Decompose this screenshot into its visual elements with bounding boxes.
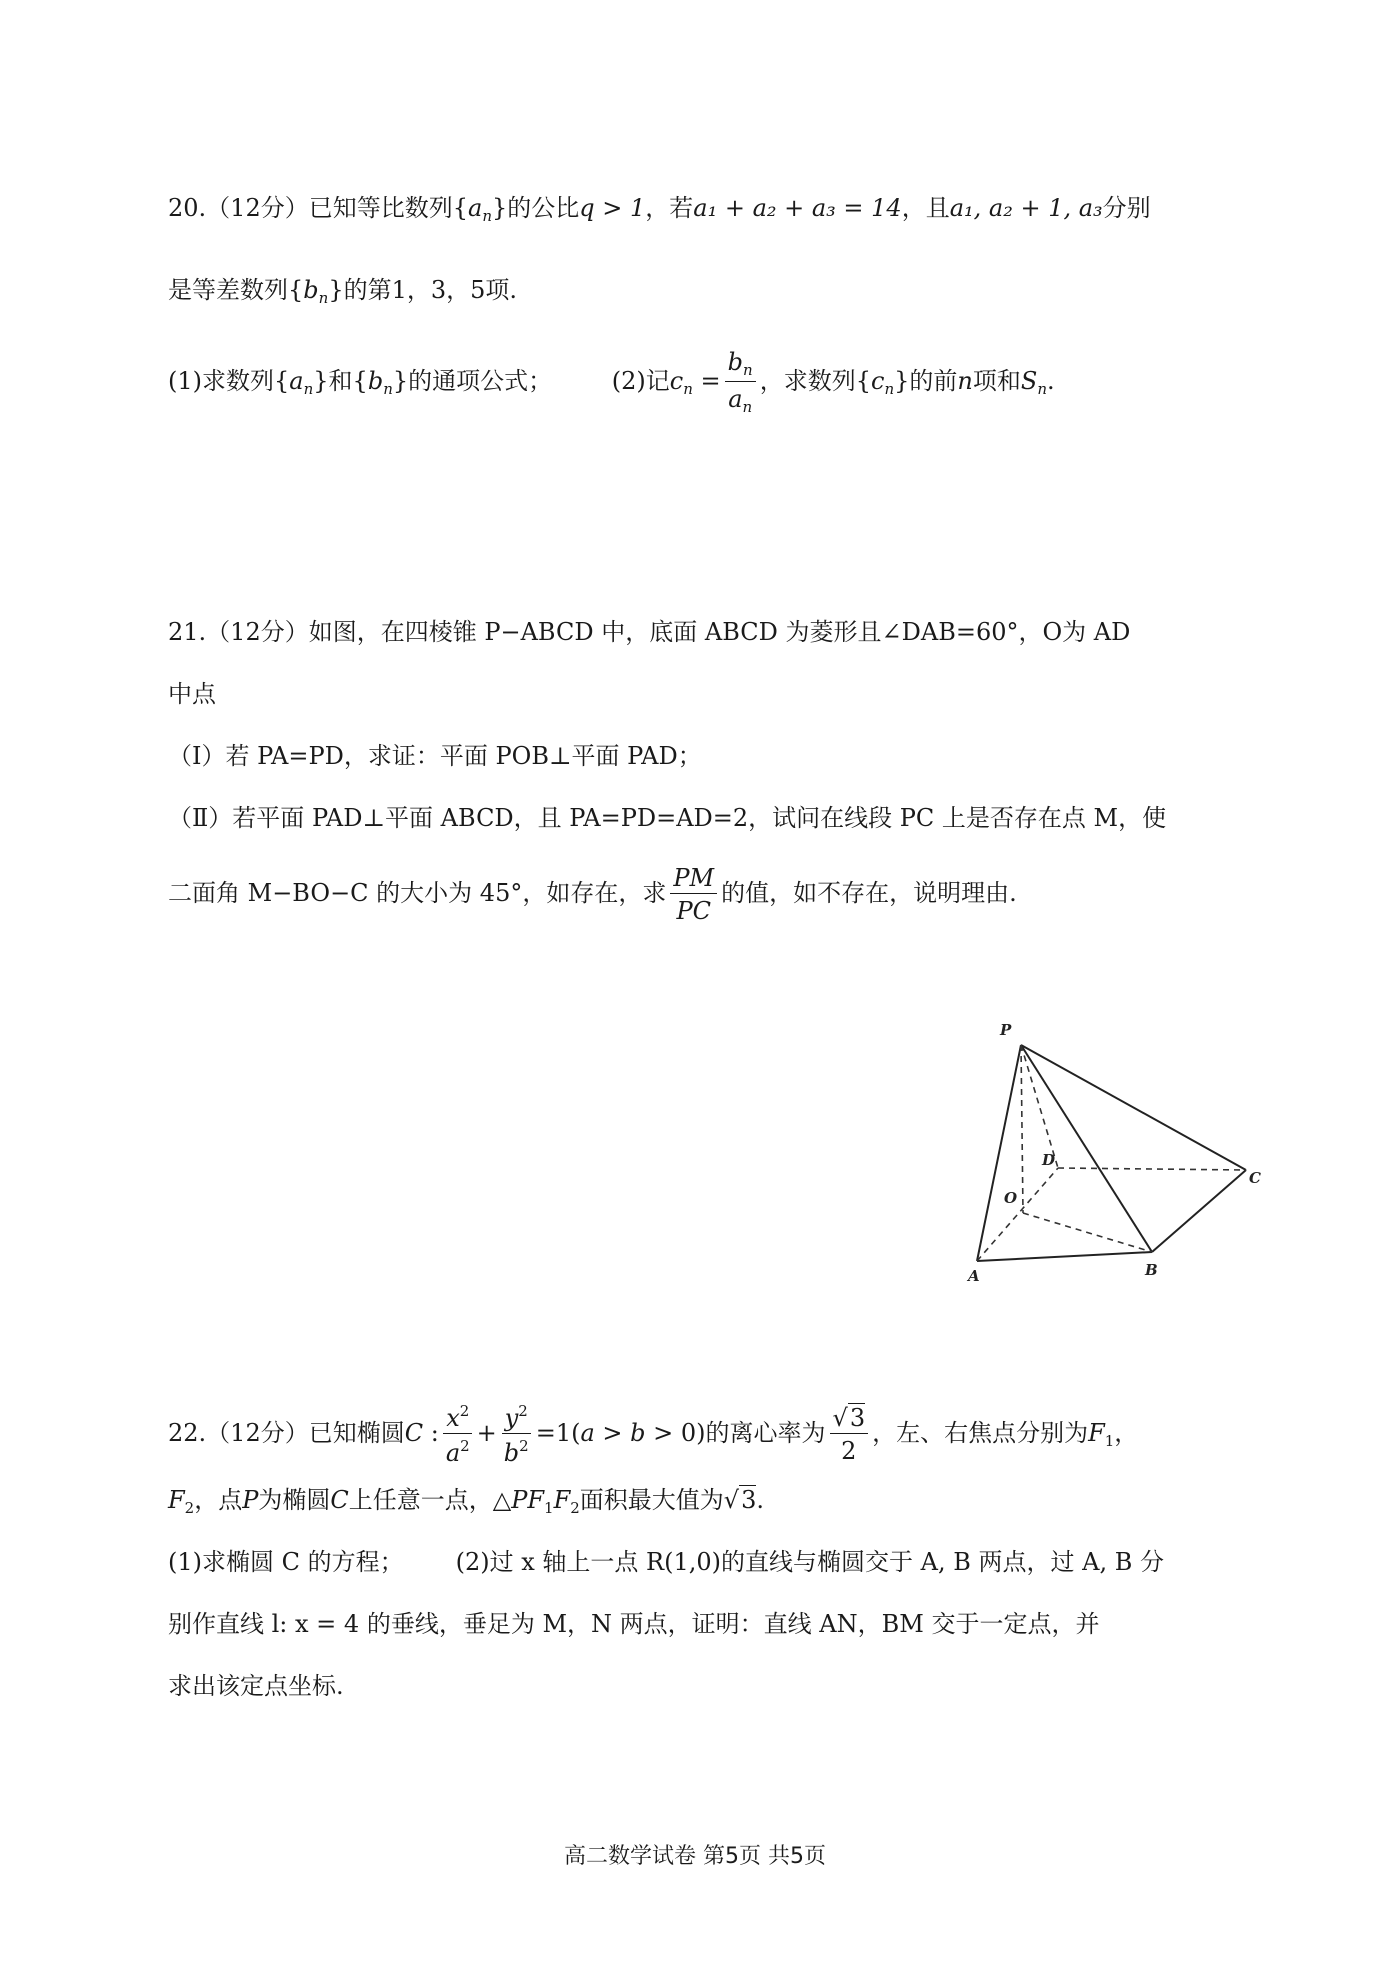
q22-text: 的离心率为 <box>705 1419 826 1447</box>
edge-DC <box>1058 1168 1246 1170</box>
edge-OB <box>1023 1213 1152 1252</box>
q22-text: 面积最大值为 <box>579 1486 724 1514</box>
q22-score: （12分） <box>206 1419 309 1447</box>
q20-score: （12分） <box>206 194 309 222</box>
q20-text: 求数列 <box>202 367 274 395</box>
q21-part2-cont: 的值，如不存在，说明理由. <box>721 879 1017 907</box>
q21-part2-cont: 二面角 M−BO−C 的大小为 45°，如存在，求 <box>168 879 667 907</box>
q21-stem-cont: 中点 <box>168 680 216 708</box>
q20-line2 <box>168 278 517 306</box>
q20-terms: a₁, a₂ + 1, a₃ <box>949 194 1103 222</box>
q22-point-p: P <box>242 1486 259 1514</box>
page-footer: 高二数学试卷 第5页 共5页 <box>564 1844 826 1869</box>
q20-text: 的公比 <box>507 194 580 222</box>
label-O: O <box>1004 1189 1018 1207</box>
q20-line1 <box>168 196 1151 224</box>
seq-c: $\{c_n\}$ <box>855 367 910 398</box>
q20-number: 20. <box>168 194 207 222</box>
q20-text: 和 <box>328 367 353 395</box>
edge-PO <box>1021 1045 1023 1213</box>
q20-text: 分别 <box>1102 194 1151 222</box>
q20-text: ，且 <box>901 194 950 222</box>
q22-text: 已知椭圆 <box>308 1419 405 1447</box>
q20-text: 的前 <box>909 367 958 395</box>
q20-condition: q > 1 <box>579 194 646 222</box>
q21-line4 <box>168 806 1166 830</box>
edge-AD <box>977 1168 1058 1261</box>
q22-part2: (2)过 x 轴上一点 R(1,0)的直线与椭圆交于 A, B 两点，过 A, B 分 <box>455 1548 1164 1576</box>
label-P: P <box>1000 1021 1012 1039</box>
frac-denominator: PC <box>676 897 711 925</box>
label-A: A <box>968 1267 980 1285</box>
label-D: D <box>1042 1151 1056 1169</box>
q20-sum-equation: a₁ + a₂ + a₃ = 14 <box>693 194 902 222</box>
q21-part2: （Ⅱ）若平面 PAD⊥平面 ABCD，且 PA=PD=AD=2，试问在线段 PC 上是否存在点 M，使 <box>168 804 1167 832</box>
label-B: B <box>1145 1261 1158 1279</box>
edge-PB <box>1021 1045 1152 1252</box>
q21-line1 <box>168 620 1130 644</box>
seq-a: $\{a_n\}$ <box>452 194 508 225</box>
q22-line4 <box>168 1612 1099 1636</box>
pyramid-figure <box>960 1005 1261 1285</box>
q21-score: （12分） <box>206 618 309 646</box>
q21-part1: （Ⅰ）若 PA=PD，求证：平面 POB⊥平面 PAD； <box>168 742 702 770</box>
q22-part2-cont: 别作直线 l: x = 4 的垂线，垂足为 M，N 两点，证明：直线 AN，BM 交于一定点，并 <box>168 1610 1100 1638</box>
q22-text: 上任意一点，△ <box>348 1486 512 1514</box>
q22-line1: 22.（12分）已知椭圆C : $\frac{x^2}{a^2}$ + $\frac{y^2}{b^2}$ =1(a > b > 0)的离心率为 $\frac{√3}{2}$ ，左、右焦点分别为$F_1$， <box>168 1402 1139 1467</box>
edge-PA <box>977 1045 1021 1261</box>
q22-text: . <box>756 1486 764 1514</box>
q20-part2-label: (2) <box>611 367 646 395</box>
q20-text: 的第1，3，5项. <box>343 276 518 304</box>
q20-text: . <box>1047 367 1055 395</box>
cn-fraction: $\frac{b_n}{a_n}$ <box>725 350 756 415</box>
q20-text: 项和 <box>972 367 1021 395</box>
label-C: C <box>1249 1169 1261 1187</box>
q22-text: 为椭圆 <box>258 1486 331 1514</box>
frac-numerator: PM <box>673 864 715 892</box>
q20-text: ，求数列 <box>759 367 856 395</box>
q20-text: 记 <box>645 367 670 395</box>
q22-line3 <box>168 1550 1164 1574</box>
eccentricity-fraction: $\frac{√3}{2}$ <box>830 1406 869 1463</box>
pm-pc-fraction <box>670 866 717 923</box>
q22-number: 22. <box>168 1419 207 1447</box>
q20-text: 是等差数列 <box>168 276 288 304</box>
q22-line2: $F_2$，点P为椭圆C上任意一点，$\triangle PF_1F_2$面积最大值为√3. <box>168 1486 764 1517</box>
q21-stem: 如图，在四棱锥 P−ABCD 中，底面 ABCD 为菱形且∠DAB=60°，O为 AD <box>308 618 1131 646</box>
q22-text: ，左、右焦点分别为 <box>872 1419 1089 1447</box>
q20-text: 已知等比数列 <box>308 194 453 222</box>
edge-AB <box>977 1252 1152 1261</box>
q20-n: n <box>957 367 973 395</box>
q22-text: ，点 <box>194 1486 243 1514</box>
y2-b2-fraction: $\frac{y^2}{b^2}$ <box>501 1404 532 1465</box>
q21-line5 <box>168 866 1017 923</box>
q20-text: ，若 <box>645 194 694 222</box>
edge-BC <box>1152 1170 1246 1252</box>
q22-part1: (1)求椭圆 C 的方程； <box>168 1548 404 1576</box>
q20-line3: (1)求数列$\{a_n\}$和$\{b_n\}$的通项公式； (2)记$c_n$ = $\frac{b_n}{a_n}$ ，求数列$\{c_n\}$的前n项和$S_n$. <box>168 348 1055 416</box>
seq-a: $\{a_n\}$ <box>274 367 329 398</box>
seq-b: $\{b_n\}$ <box>288 276 344 307</box>
seq-b: $\{b_n\}$ <box>352 367 409 398</box>
q21-line3 <box>168 744 702 768</box>
q21-number: 21. <box>168 618 207 646</box>
x2-a2-fraction: $\frac{x^2}{a^2}$ <box>443 1404 473 1465</box>
q20-text: 的通项公式； <box>408 367 553 395</box>
q21-line2 <box>168 682 216 706</box>
q22-part2-cont: 求出该定点坐标. <box>168 1672 344 1700</box>
q20-part1-label: (1) <box>168 367 202 395</box>
q22-line5 <box>168 1674 344 1698</box>
